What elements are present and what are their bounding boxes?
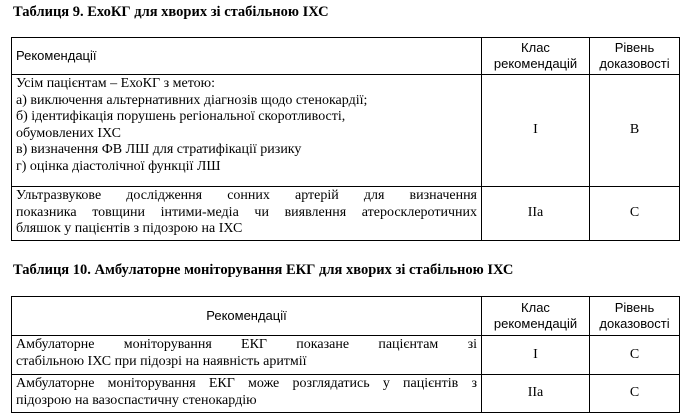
header-level-line2: доказовості <box>599 56 670 71</box>
recommendation-cell <box>12 75 482 187</box>
table-10 <box>11 296 680 413</box>
recommendation-line: Амбулаторне моніторування ЕКГ може розглядатись у пацієнтів з <box>16 376 477 391</box>
table-9 <box>11 37 680 241</box>
table-10-caption: Таблиця 10. Амбулаторне моніторування ЕКГ для хворих зі стабільною ІХС <box>13 262 514 278</box>
recommendation-line: Усім пацієнтам – ЕхоКГ з метою: <box>16 76 215 91</box>
level-cell: C <box>590 187 680 241</box>
class-cell: I <box>482 75 590 187</box>
recommendation-line: б) ідентифікація порушень регіональної скоротливості, <box>16 109 346 124</box>
recommendation-cell <box>12 336 482 375</box>
header-class-line1: Клас <box>521 300 550 315</box>
table-9-header-row <box>12 38 680 75</box>
header-class-line2: рекомендацій <box>493 56 578 71</box>
header-level-line2: доказовості <box>599 316 670 331</box>
class-cell: IIa <box>482 375 590 413</box>
header-level-line1: Рівень <box>614 300 655 315</box>
header-recommendations: Рекомендації <box>12 297 482 336</box>
recommendation-line: Ультразвукове дослідження сонних артерій для визначення <box>16 188 477 203</box>
header-level <box>590 297 680 336</box>
header-level <box>590 38 680 75</box>
recommendation-line: підозрою на вазоспастичну стенокардію <box>16 392 257 408</box>
recommendation-line: Амбулаторне моніторування ЕКГ показане пацієнтам зі <box>16 337 477 352</box>
recommendation-line: обумовлених ІХС <box>16 125 121 141</box>
recommendation-cell <box>12 375 482 413</box>
header-level-line1: Рівень <box>614 40 655 55</box>
header-class <box>482 38 590 75</box>
header-recommendations: Рекомендації <box>12 38 482 75</box>
table-row <box>12 187 680 241</box>
table-9-caption: Таблиця 9. ЕхоКГ для хворих зі стабільною ІХС <box>13 4 329 20</box>
table-row <box>12 336 680 375</box>
recommendation-line: стабільною ІХС при підозрі на наявність аритмії <box>16 353 307 369</box>
level-cell: C <box>590 336 680 375</box>
recommendation-cell <box>12 187 482 241</box>
header-class-line2: рекомендацій <box>493 316 578 331</box>
recommendation-line: показника товщини інтими-медіа чи виявлення атеросклеротичних <box>16 204 477 220</box>
header-class-line1: Клас <box>521 40 550 55</box>
recommendation-line: а) виключення альтернативних діагнозів щодо стенокардії; <box>16 92 368 108</box>
table-row <box>12 75 680 187</box>
recommendation-line: г) оцінка діастолічної функції ЛШ <box>16 158 221 174</box>
table-row <box>12 375 680 413</box>
header-class <box>482 297 590 336</box>
class-cell: IIa <box>482 187 590 241</box>
table-10-header-row <box>12 297 680 336</box>
level-cell: C <box>590 375 680 413</box>
recommendation-line: в) визначення ФВ ЛШ для стратифікації ризику <box>16 142 302 157</box>
level-cell: B <box>590 75 680 187</box>
recommendation-line: бляшок у пацієнтів з підозрою на ІХС <box>16 221 243 236</box>
class-cell: I <box>482 336 590 375</box>
